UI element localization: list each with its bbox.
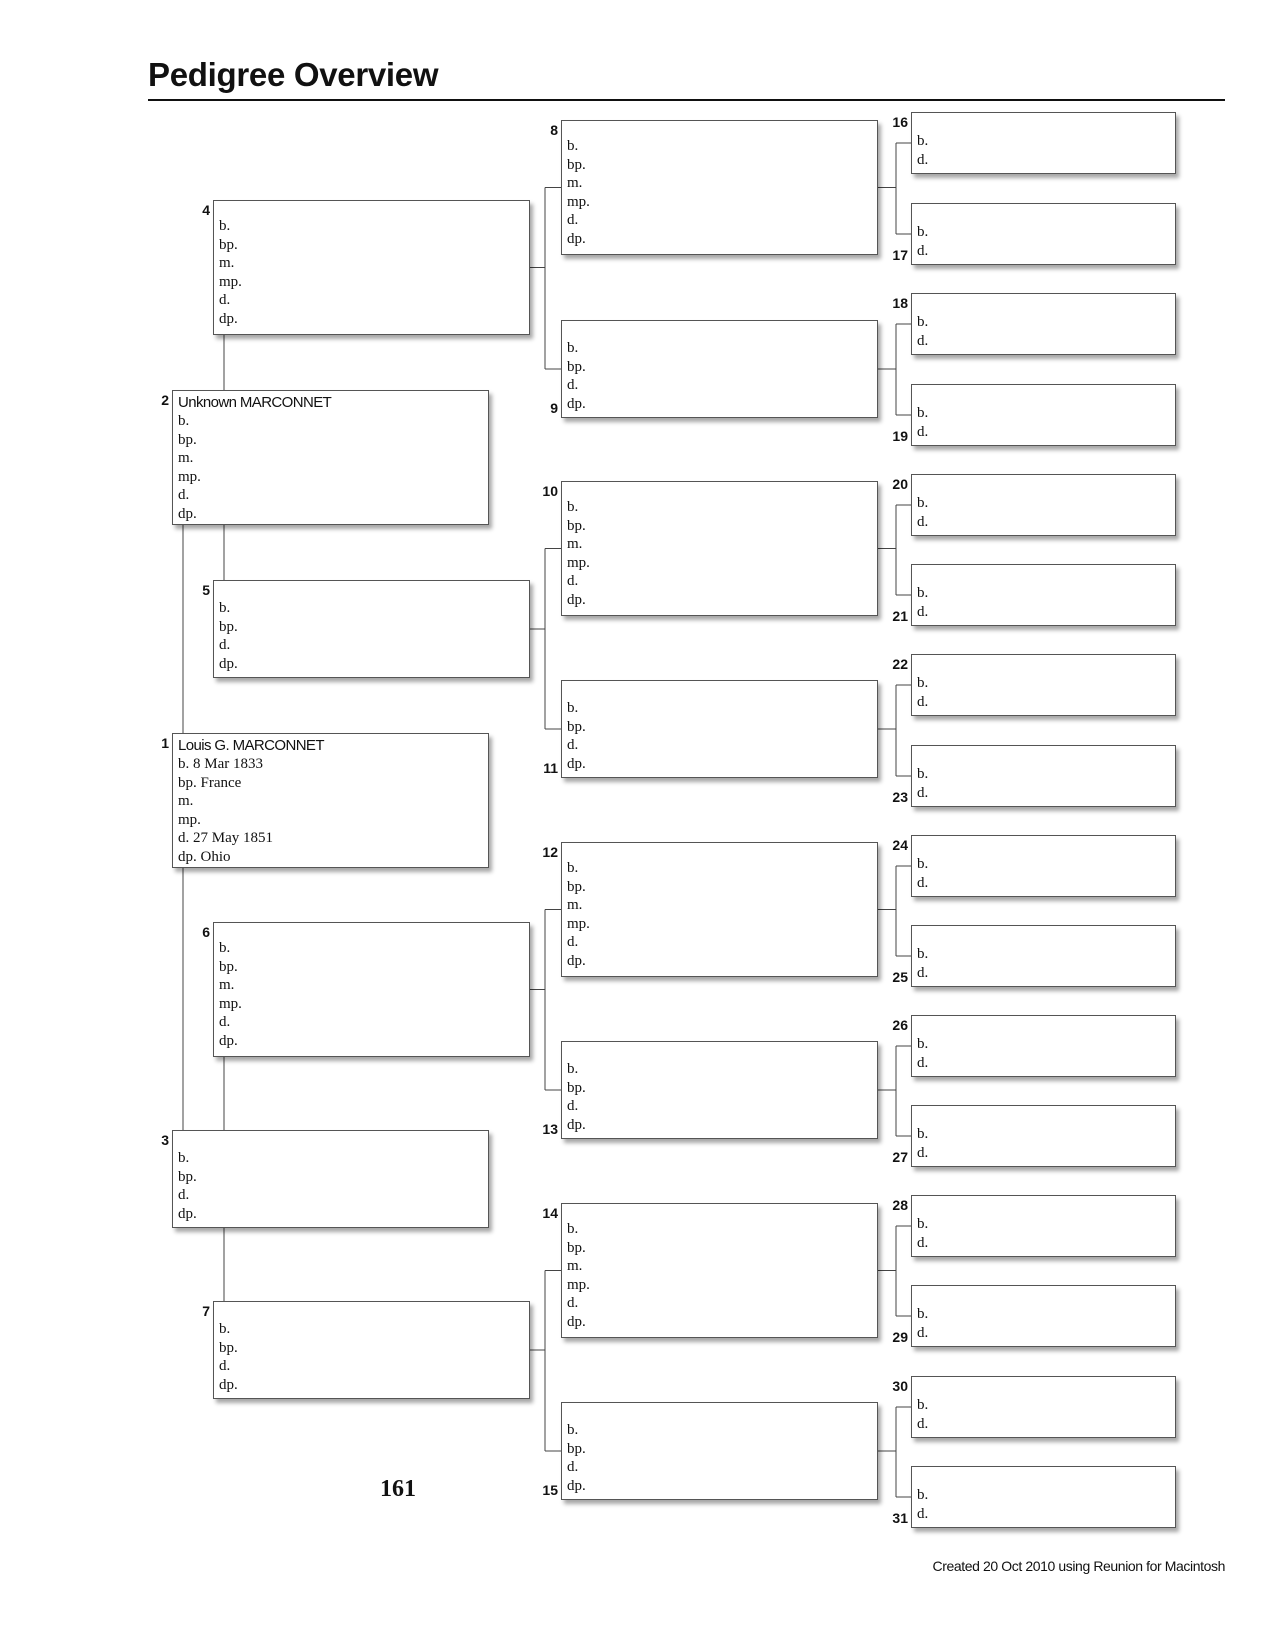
person-fact-line: mp. [567,915,590,932]
person-fact-line: b. [917,766,929,782]
person-fact-line: d. [917,784,929,801]
person-fact-line: d. [917,874,929,891]
person-fact-line: b. [178,1150,190,1166]
person-box-3 [172,1130,489,1228]
person-fact-line: b. [567,700,579,716]
person-box-21 [911,564,1176,626]
person-fact-line: bp. [178,1168,197,1185]
person-fact-line: bp. [219,618,238,635]
person-fact-line: bp. [567,358,586,375]
person-box-9 [561,320,878,418]
person-fact-line: b. [567,860,579,876]
person-fact-line: bp. [567,1239,586,1256]
person-fact-line: d. [917,1324,929,1341]
person-box-12 [561,842,878,977]
person-box-24 [911,835,1176,897]
person-fact-line: b. 8 Mar 1833 [178,756,263,772]
person-fact-line: dp. [567,230,586,247]
person-fact-line: d. [178,487,190,503]
person-fact-line: d. [917,423,929,440]
person-fact-line: dp. [567,755,586,772]
person-fact-line: b. [567,340,579,356]
person-number-2: 2 [161,392,169,408]
person-fact-line: m. [219,255,235,271]
person-number-11: 11 [543,760,558,776]
person-number-18: 18 [892,295,908,311]
person-box-22 [911,654,1176,716]
person-box-31 [911,1466,1176,1528]
person-fact-line: b. [917,1216,929,1232]
person-fact-line: b. [219,218,231,234]
person-fact-line: m. [219,977,235,993]
person-number-25: 25 [892,969,908,985]
person-box-18 [911,293,1176,355]
person-box-17 [911,203,1176,265]
person-fact-line: bp. [567,1079,586,1096]
person-fact-line: m. [178,450,194,466]
person-number-10: 10 [542,483,558,499]
person-number-27: 27 [892,1149,908,1165]
person-number-22: 22 [892,656,908,672]
person-fact-line: d. [917,1415,929,1432]
person-box-19 [911,384,1176,446]
person-box-13 [561,1041,878,1139]
person-fact-line: d. [567,377,579,393]
person-fact-line: d. [567,1098,579,1114]
person-number-17: 17 [892,247,908,263]
person-number-12: 12 [542,844,558,860]
person-number-15: 15 [542,1482,558,1498]
person-number-16: 16 [892,114,908,130]
person-fact-line: dp. [219,310,238,327]
person-fact-line: dp. [219,1032,238,1049]
person-fact-line: bp. [567,156,586,173]
person-number-7: 7 [202,1303,210,1319]
person-box-5 [213,580,530,678]
person-fact-line: d. [219,1358,231,1374]
person-fact-line: b. [917,1487,929,1503]
person-fact-line: d. [567,212,579,228]
person-fact-line: b. [917,405,929,421]
person-number-24: 24 [892,837,908,853]
person-box-16 [911,112,1176,174]
person-fact-line: b. [917,585,929,601]
person-fact-line: dp. [567,1313,586,1330]
person-number-6: 6 [202,924,210,940]
person-fact-line: dp. Ohio [178,848,231,865]
person-fact-line: bp. France [178,774,242,791]
person-fact-line: bp. [219,958,238,975]
person-fact-line: b. [178,413,190,429]
person-fact-line: dp. [567,395,586,412]
person-box-28 [911,1195,1176,1257]
person-fact-line: d. [178,1187,190,1203]
person-fact-line: b. [917,1397,929,1413]
person-box-7 [213,1301,530,1399]
person-box-10 [561,481,878,616]
person-fact-line: mp. [178,811,201,828]
person-fact-line: b. [219,600,231,616]
person-fact-line: m. [178,793,194,809]
person-box-14 [561,1203,878,1338]
person-fact-line: b. [917,133,929,149]
person-fact-line: d. [567,737,579,753]
person-box-26 [911,1015,1176,1077]
person-fact-line: m. [567,175,583,191]
person-fact-line: b. [219,940,231,956]
person-fact-line: d. [917,1054,929,1071]
person-number-26: 26 [892,1017,908,1033]
person-number-20: 20 [892,476,908,492]
person-fact-line: mp. [219,995,242,1012]
person-fact-line: d. [917,151,929,168]
person-fact-line: b. [917,1306,929,1322]
person-number-21: 21 [892,608,908,624]
person-number-1: 1 [161,735,169,751]
footer-credit: Created 20 Oct 2010 using Reunion for Macintosh [932,1558,1225,1574]
person-fact-line: d. [567,934,579,950]
person-box-11 [561,680,878,778]
person-number-31: 31 [892,1510,908,1526]
person-box-8 [561,120,878,255]
person-fact-line: d. 27 May 1851 [178,830,273,846]
person-fact-line: dp. [567,1477,586,1494]
person-fact-line: b. [567,138,579,154]
person-fact-line: b. [917,224,929,240]
person-number-29: 29 [892,1329,908,1345]
person-fact-line: dp. [567,952,586,969]
page-number: 161 [380,1476,416,1502]
person-fact-line: b. [567,1221,579,1237]
person-fact-line: dp. [219,655,238,672]
person-fact-line: bp. [178,431,197,448]
person-name: Unknown MARCONNET [178,394,332,411]
person-fact-line: d. [567,1295,579,1311]
person-fact-line: dp. [178,1205,197,1222]
person-number-14: 14 [542,1205,558,1221]
person-number-23: 23 [892,789,908,805]
person-fact-line: mp. [567,554,590,571]
person-fact-line: b. [917,1036,929,1052]
person-fact-line: dp. [219,1376,238,1393]
person-box-27 [911,1105,1176,1167]
person-fact-line: d. [917,1234,929,1251]
person-fact-line: m. [567,536,583,552]
person-number-13: 13 [542,1121,558,1137]
person-box-25 [911,925,1176,987]
person-fact-line: mp. [567,193,590,210]
person-box-4 [213,200,530,335]
person-fact-line: bp. [219,1339,238,1356]
person-fact-line: bp. [219,236,238,253]
person-fact-line: dp. [567,591,586,608]
person-number-19: 19 [892,428,908,444]
person-fact-line: b. [917,946,929,962]
person-fact-line: b. [567,499,579,515]
person-fact-line: b. [917,856,929,872]
person-fact-line: d. [567,573,579,589]
person-name: Louis G. MARCONNET [178,737,324,754]
person-fact-line: d. [917,964,929,981]
person-fact-line: d. [917,1144,929,1161]
person-fact-line: b. [917,675,929,691]
person-number-30: 30 [892,1378,908,1394]
person-fact-line: bp. [567,878,586,895]
person-number-8: 8 [550,122,558,138]
person-number-28: 28 [892,1197,908,1213]
person-fact-line: b. [567,1061,579,1077]
person-box-2 [172,390,489,525]
person-fact-line: m. [567,1258,583,1274]
person-fact-line: bp. [567,1440,586,1457]
person-box-29 [911,1285,1176,1347]
person-fact-line: mp. [178,468,201,485]
person-fact-line: d. [219,1014,231,1030]
person-box-1 [172,733,489,868]
person-fact-line: b. [917,495,929,511]
person-number-4: 4 [202,202,210,218]
person-fact-line: bp. [567,517,586,534]
person-fact-line: m. [567,897,583,913]
person-number-3: 3 [161,1132,169,1148]
person-box-23 [911,745,1176,807]
person-fact-line: mp. [219,273,242,290]
person-fact-line: d. [219,292,231,308]
person-fact-line: d. [917,332,929,349]
person-number-5: 5 [202,582,210,598]
person-fact-line: dp. [178,505,197,522]
person-fact-line: bp. [567,718,586,735]
person-fact-line: b. [219,1321,231,1337]
person-fact-line: b. [567,1422,579,1438]
page-title: Pedigree Overview [148,56,439,93]
person-box-20 [911,474,1176,536]
person-fact-line: d. [567,1459,579,1475]
person-fact-line: d. [917,603,929,620]
person-box-30 [911,1376,1176,1438]
person-fact-line: dp. [567,1116,586,1133]
person-fact-line: d. [917,513,929,530]
person-fact-line: b. [917,1126,929,1142]
person-fact-line: b. [917,314,929,330]
person-fact-line: mp. [567,1276,590,1293]
person-number-9: 9 [550,400,558,416]
person-box-6 [213,922,530,1057]
person-fact-line: d. [917,1505,929,1522]
person-box-15 [561,1402,878,1500]
person-fact-line: d. [917,242,929,259]
person-fact-line: d. [219,637,231,653]
person-fact-line: d. [917,693,929,710]
